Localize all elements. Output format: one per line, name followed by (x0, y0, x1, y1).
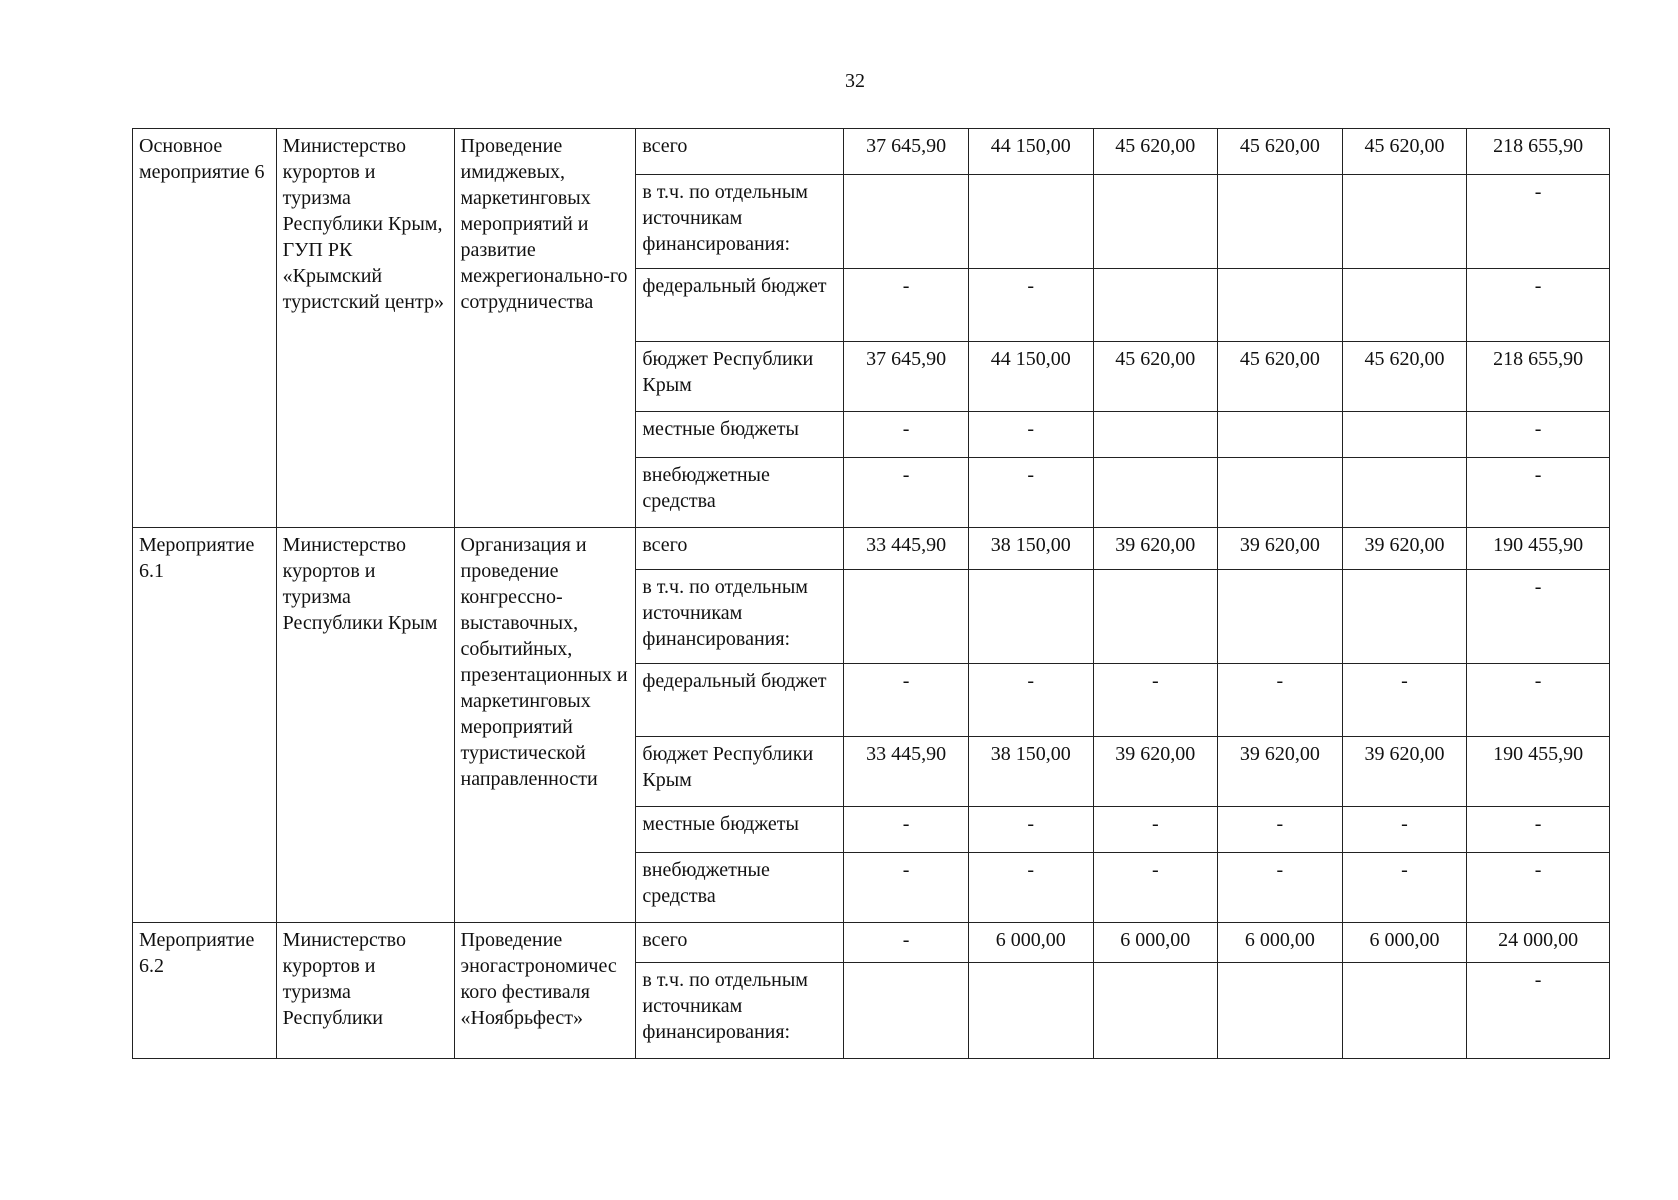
year-value-cell: - (844, 458, 969, 528)
year-value-cell: - (1342, 807, 1467, 853)
table-row (133, 129, 1610, 175)
total-value-cell: - (1467, 570, 1610, 664)
year-value-cell (1218, 458, 1343, 528)
year-value-cell: 6 000,00 (1342, 923, 1467, 963)
total-value-cell: 190 455,90 (1467, 528, 1610, 570)
year-value-cell: 45 620,00 (1342, 342, 1467, 412)
total-value-cell: - (1467, 963, 1610, 1059)
year-value-cell: - (1218, 807, 1343, 853)
year-value-cell: - (844, 923, 969, 963)
event-name-cell: Мероприятие 6.2 (133, 923, 277, 1059)
budget-table (132, 128, 1610, 1059)
executor-cell: Министерство курортов и туризма Республики (276, 923, 454, 1059)
year-value-cell (1218, 570, 1343, 664)
year-value-cell (1218, 412, 1343, 458)
year-value-cell (968, 175, 1093, 269)
event-name-cell: Основное мероприятие 6 (133, 129, 277, 528)
year-value-cell (968, 963, 1093, 1059)
funding-source-cell: в т.ч. по отдельным источникам финансирования: (636, 963, 844, 1059)
year-value-cell: - (968, 269, 1093, 342)
year-value-cell: - (844, 664, 969, 737)
year-value-cell (844, 175, 969, 269)
table-row (133, 923, 1610, 963)
year-value-cell: 45 620,00 (1218, 342, 1343, 412)
year-value-cell: 38 150,00 (968, 737, 1093, 807)
year-value-cell: 39 620,00 (1218, 737, 1343, 807)
year-value-cell (1342, 963, 1467, 1059)
year-value-cell: 33 445,90 (844, 737, 969, 807)
year-value-cell: 45 620,00 (1218, 129, 1343, 175)
description-cell: Проведение эногастрономичес кого фестиваля «Ноябрьфест» (454, 923, 636, 1059)
year-value-cell (1218, 175, 1343, 269)
year-value-cell (1218, 269, 1343, 342)
year-value-cell (968, 570, 1093, 664)
year-value-cell: - (1342, 853, 1467, 923)
total-value-cell: - (1467, 807, 1610, 853)
year-value-cell: - (1093, 853, 1218, 923)
year-value-cell (1093, 570, 1218, 664)
year-value-cell (1218, 963, 1343, 1059)
year-value-cell: - (1342, 664, 1467, 737)
total-value-cell: - (1467, 269, 1610, 342)
total-value-cell: 218 655,90 (1467, 129, 1610, 175)
year-value-cell (844, 963, 969, 1059)
year-value-cell: 44 150,00 (968, 129, 1093, 175)
year-value-cell (1342, 458, 1467, 528)
year-value-cell: 39 620,00 (1342, 737, 1467, 807)
funding-source-cell: бюджет Республики Крым (636, 737, 844, 807)
year-value-cell: 39 620,00 (1093, 528, 1218, 570)
year-value-cell: - (844, 412, 969, 458)
funding-source-cell: внебюджетные средства (636, 458, 844, 528)
year-value-cell: - (968, 664, 1093, 737)
event-name-cell: Мероприятие 6.1 (133, 528, 277, 923)
total-value-cell: 218 655,90 (1467, 342, 1610, 412)
year-value-cell: 39 620,00 (1093, 737, 1218, 807)
total-value-cell: - (1467, 412, 1610, 458)
year-value-cell: - (844, 853, 969, 923)
year-value-cell: 6 000,00 (968, 923, 1093, 963)
funding-source-cell: всего (636, 129, 844, 175)
year-value-cell (1342, 570, 1467, 664)
funding-source-cell: бюджет Республики Крым (636, 342, 844, 412)
funding-source-cell: всего (636, 528, 844, 570)
year-value-cell: 37 645,90 (844, 342, 969, 412)
year-value-cell (1093, 269, 1218, 342)
year-value-cell (1342, 412, 1467, 458)
total-value-cell: - (1467, 664, 1610, 737)
funding-source-cell: местные бюджеты (636, 807, 844, 853)
year-value-cell: 38 150,00 (968, 528, 1093, 570)
total-value-cell: 24 000,00 (1467, 923, 1610, 963)
year-value-cell: - (968, 458, 1093, 528)
year-value-cell (844, 570, 969, 664)
funding-source-cell: федеральный бюджет (636, 269, 844, 342)
executor-cell: Министерство курортов и туризма Республики Крым (276, 528, 454, 923)
funding-source-cell: в т.ч. по отдельным источникам финансирования: (636, 175, 844, 269)
total-value-cell: - (1467, 853, 1610, 923)
total-value-cell: - (1467, 458, 1610, 528)
year-value-cell: - (968, 853, 1093, 923)
funding-source-cell: местные бюджеты (636, 412, 844, 458)
year-value-cell: - (1093, 807, 1218, 853)
year-value-cell: - (968, 412, 1093, 458)
total-value-cell: 190 455,90 (1467, 737, 1610, 807)
description-cell: Проведение имиджевых, маркетинговых мероприятий и развитие межрегионально-го сотрудничества (454, 129, 636, 528)
year-value-cell: 6 000,00 (1218, 923, 1343, 963)
funding-source-cell: внебюджетные средства (636, 853, 844, 923)
funding-source-cell: всего (636, 923, 844, 963)
year-value-cell: 39 620,00 (1218, 528, 1343, 570)
year-value-cell (1093, 963, 1218, 1059)
year-value-cell (1342, 175, 1467, 269)
year-value-cell (1093, 458, 1218, 528)
year-value-cell: 39 620,00 (1342, 528, 1467, 570)
year-value-cell: - (1218, 664, 1343, 737)
description-cell: Организация и проведение конгрессно-выставочных, событийных, презентационных и маркетинговых мероприятий туристической направленности (454, 528, 636, 923)
year-value-cell: - (844, 269, 969, 342)
funding-source-cell: федеральный бюджет (636, 664, 844, 737)
page-number: 32 (845, 70, 865, 92)
year-value-cell: 33 445,90 (844, 528, 969, 570)
year-value-cell: 45 620,00 (1342, 129, 1467, 175)
year-value-cell: - (844, 807, 969, 853)
funding-source-cell: в т.ч. по отдельным источникам финансирования: (636, 570, 844, 664)
year-value-cell: - (1218, 853, 1343, 923)
year-value-cell: 44 150,00 (968, 342, 1093, 412)
year-value-cell: 45 620,00 (1093, 342, 1218, 412)
year-value-cell (1093, 175, 1218, 269)
year-value-cell (1342, 269, 1467, 342)
year-value-cell: 6 000,00 (1093, 923, 1218, 963)
year-value-cell: - (968, 807, 1093, 853)
total-value-cell: - (1467, 175, 1610, 269)
year-value-cell: - (1093, 664, 1218, 737)
year-value-cell: 45 620,00 (1093, 129, 1218, 175)
executor-cell: Министерство курортов и туризма Республики Крым, ГУП РК «Крымский туристский центр» (276, 129, 454, 528)
table-row (133, 528, 1610, 570)
year-value-cell (1093, 412, 1218, 458)
year-value-cell: 37 645,90 (844, 129, 969, 175)
